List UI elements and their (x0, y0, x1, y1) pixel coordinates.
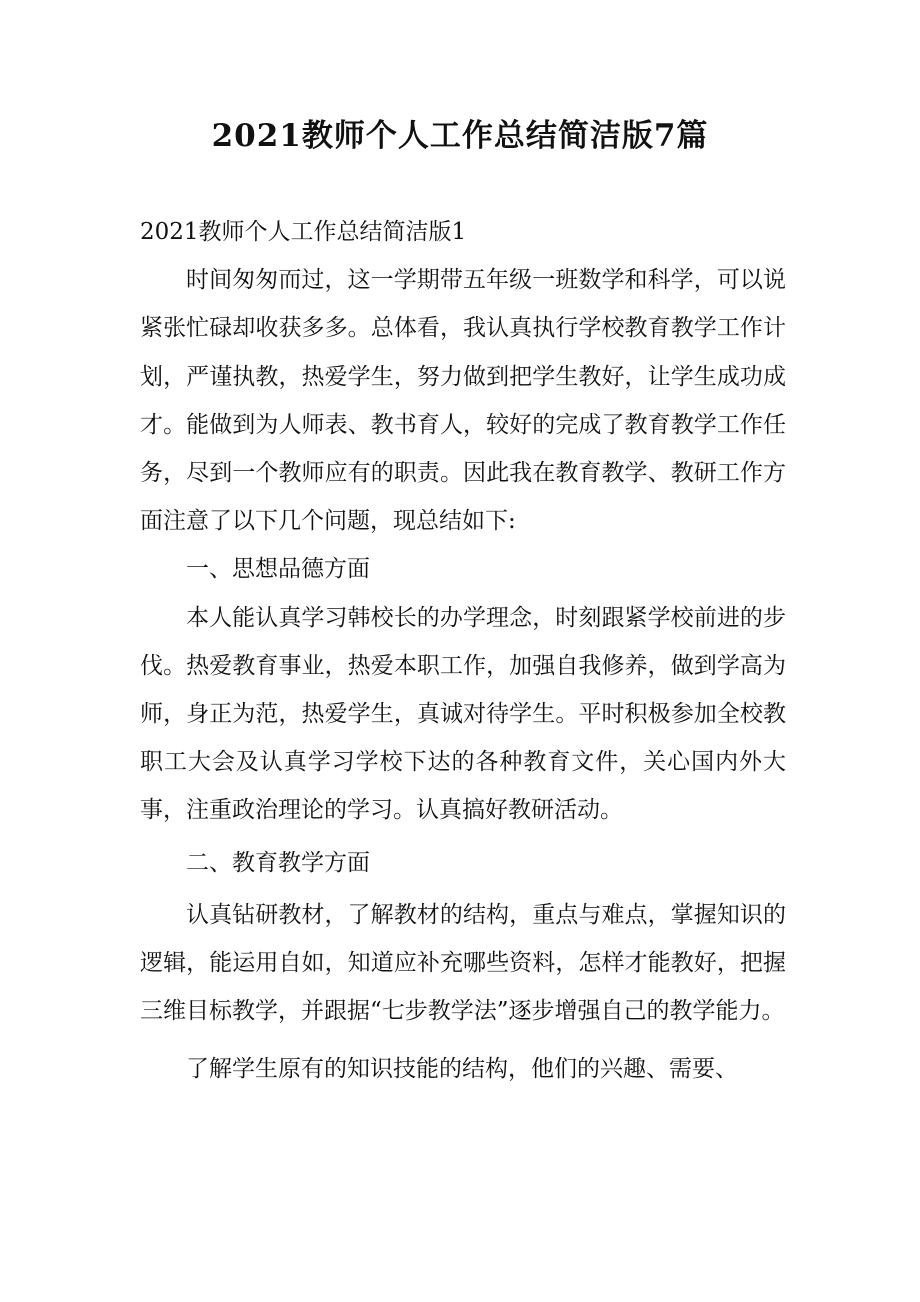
paragraph-teaching: 认真钻研教材，了解教材的结构，重点与难点，掌握知识的逻辑，能运用自如，知道应补充哪些资料，怎样才能教好，把握三维目标教学，并跟据“七步教学法”逐步增强自己的教学能力。 (140, 901, 786, 1025)
document-body (140, 208, 786, 1094)
paragraph-students: 了解学生原有的知识技能的结构，他们的兴趣、需要、 (186, 1056, 738, 1083)
section-subtitle: 2021教师个人工作总结简洁版1 (140, 219, 467, 245)
paragraph-ideology: 本人能认真学习韩校长的办学理念，时刻跟紧学校前进的步伐。热爱教育事业，热爱本职工作，加强自我修养，做到学高为师，身正为范，热爱学生，真诚对待学生。平时积极参加全校教职工大会及认真学习学校下达的各种教育文件，关心国内外大事，注重政治理论的学习。认真搞好教研活动。 (140, 604, 786, 824)
document-title: 2021教师个人工作总结简洁版7篇 (211, 118, 709, 154)
section-heading-teaching: 二、教育教学方面 (186, 849, 370, 876)
paragraph-intro: 时间匆匆而过，这一学期带五年级一班数学和科学，可以说紧张忙碌却收获多多。总体看，我认真执行学校教育教学工作计划，严谨执教，热爱学生，努力做到把学生教好，让学生成功成才。能做到为人师表、教书育人，较好的完成了教育教学工作任务，尽到一个教师应有的职责。因此我在教育教学、教研工作方面注意了以下几个问题，现总结如下: (140, 267, 786, 535)
section-heading-ideology: 一、思想品德方面 (186, 556, 370, 583)
